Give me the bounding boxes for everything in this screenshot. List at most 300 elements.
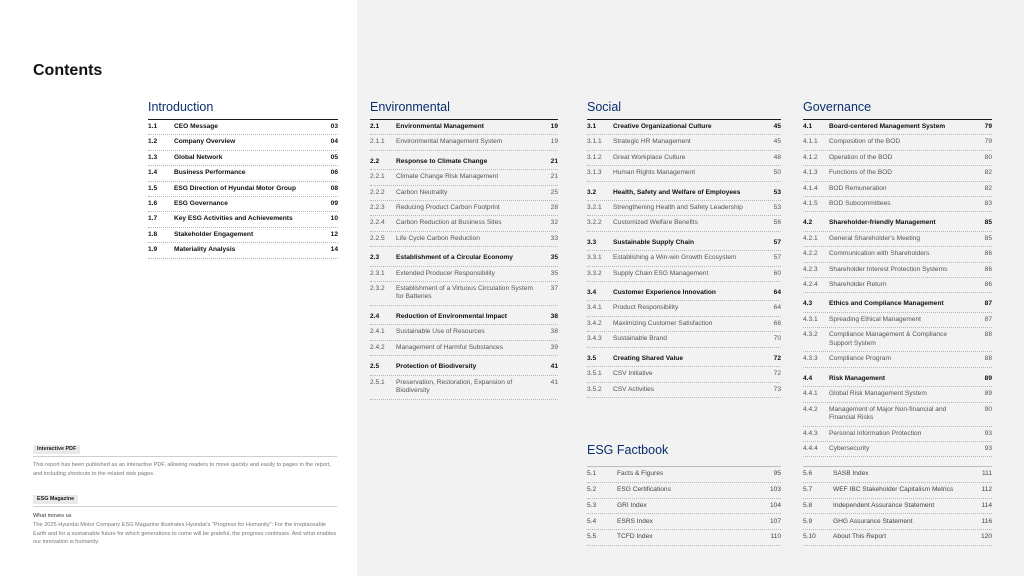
entry-title: Company Overview: [174, 138, 236, 146]
entry-title: ESRS Index: [617, 517, 653, 525]
toc-entry[interactable]: [803, 387, 992, 402]
entry-title: Shareholder Return: [829, 281, 887, 289]
toc-entry[interactable]: [370, 232, 558, 247]
entry-page: 79: [984, 123, 992, 130]
entry-title: Stakeholder Engagement: [174, 230, 254, 238]
toc-entry[interactable]: [803, 514, 992, 530]
entry-number: 4.2.4: [803, 281, 818, 289]
entry-title: Human Rights Management: [613, 169, 696, 177]
entry-page: 111: [981, 470, 992, 478]
entry-number: 3.3: [587, 238, 597, 246]
entry-title: Customer Experience Innovation: [613, 289, 716, 297]
entry-title: Shareholder-friendly Management: [829, 219, 936, 227]
entry-title: ESG Governance: [174, 200, 228, 208]
entry-title: Global Network: [174, 153, 223, 161]
interactive-pdf-note: [33, 437, 337, 478]
entry-page: 86: [984, 265, 992, 273]
entry-title: GRI Index: [617, 501, 647, 509]
entry-number: 4.1: [803, 123, 813, 130]
entry-title: Ethics and Compliance Management: [829, 300, 944, 308]
entry-title: Shareholder Interest Protection Systems: [829, 265, 948, 273]
entry-title: Facts & Figures: [617, 470, 664, 478]
toc-entry[interactable]: [803, 313, 992, 328]
toc-entry[interactable]: [803, 151, 992, 166]
entry-number: 3.3.2: [587, 269, 602, 277]
entry-number: 4.2: [803, 219, 813, 227]
toc-entry[interactable]: [370, 216, 558, 231]
entry-page: 48: [773, 153, 781, 161]
toc-entry[interactable]: [587, 267, 781, 282]
entry-title: Reducing Product Carbon Footprint: [396, 204, 500, 212]
toc-entry[interactable]: [803, 403, 992, 427]
entry-number: 2.2.2: [370, 188, 385, 196]
entry-title: Cybersecurity: [829, 444, 870, 452]
factbook-list-left: [587, 466, 781, 546]
entry-title: Creative Organizational Culture: [613, 123, 712, 130]
entry-number: 4.1.3: [803, 169, 818, 177]
entry-title: SASB Index: [833, 470, 869, 478]
entry-number: 3.5: [587, 354, 597, 362]
entry-page: 80: [984, 153, 992, 161]
entry-page: 14: [330, 246, 338, 254]
entry-title: Operation of the BOD: [829, 153, 893, 161]
entry-title: Compliance Management & Compliance Support System: [829, 331, 948, 347]
entry-title: Customized Welfare Benefits: [613, 219, 698, 227]
factbook-title: ESG Factbook: [587, 443, 669, 457]
entry-page: 103: [769, 485, 781, 493]
entry-number: 2.1: [370, 123, 380, 130]
toc-entry[interactable]: [587, 301, 781, 316]
entry-page: 33: [550, 234, 558, 242]
entry-page: 82: [984, 184, 992, 192]
entry-title: GHG Assurance Statement: [833, 517, 913, 525]
entry-number: 5.4: [587, 517, 597, 525]
entry-title: Health, Safety and Welfare of Employees: [613, 188, 741, 196]
entry-title: ESG Direction of Hyundai Motor Group: [174, 184, 296, 192]
entry-title: Sustainable Use of Resources: [396, 328, 485, 336]
entry-title: Maximizing Customer Satisfaction: [613, 319, 713, 327]
toc-entry[interactable]: [148, 182, 338, 197]
entry-page: 107: [769, 517, 781, 525]
toc-entry[interactable]: [587, 367, 781, 382]
toc-entry[interactable]: [803, 216, 992, 231]
entry-number: 2.4.2: [370, 343, 385, 351]
entry-title: General Shareholder's Meeting: [829, 234, 921, 242]
entry-title: CEO Message: [174, 123, 218, 130]
entry-number: 3.1.3: [587, 169, 602, 177]
entry-number: 4.3.3: [803, 355, 818, 363]
toc-entry[interactable]: [148, 197, 338, 212]
entry-number: 3.3.1: [587, 254, 602, 262]
entry-title: WEF IBC Stakeholder Capitalism Metrics: [833, 485, 954, 493]
entry-title: Supply Chain ESG Management: [613, 269, 709, 277]
toc-entry[interactable]: [587, 236, 781, 251]
section-title: Environmental: [370, 100, 450, 114]
entry-number: 5.6: [803, 470, 813, 478]
entry-page: 03: [330, 123, 338, 130]
entry-page: 64: [773, 304, 781, 312]
entry-title: Great Workplace Culture: [613, 153, 686, 161]
toc-entry[interactable]: [587, 286, 781, 301]
entry-title: Management of Major Non-financial and Financial Risks: [829, 405, 947, 421]
toc-entry[interactable]: [803, 197, 992, 212]
section-title: Social: [587, 100, 622, 114]
entry-page: 35: [550, 269, 558, 277]
toc-entry[interactable]: [370, 170, 558, 185]
entry-title: Creating Shared Value: [613, 354, 683, 362]
entry-number: 1.1: [148, 123, 158, 130]
entry-number: 3.2.1: [587, 204, 602, 212]
entry-title: Product Responsibility: [613, 304, 679, 312]
entry-title: Extended Producer Responsibility: [396, 269, 495, 277]
entry-page: 39: [550, 343, 558, 351]
toc-entry[interactable]: [370, 251, 558, 266]
entry-page: 85: [984, 234, 992, 242]
entry-page: 45: [773, 138, 781, 146]
entry-number: 1.6: [148, 200, 158, 208]
entry-title: Reduction of Environmental Impact: [396, 313, 508, 321]
entry-number: 1.9: [148, 246, 158, 254]
entry-title: Climate Change Risk Management: [396, 173, 499, 181]
entry-page: 05: [330, 153, 338, 161]
entry-number: 3.4.2: [587, 319, 602, 327]
entry-title: Establishing a Win-win Growth Ecosystem: [613, 254, 737, 262]
entry-number: 1.5: [148, 184, 158, 192]
entry-title: Sustainable Supply Chain: [613, 238, 694, 246]
entry-title: Environmental Management: [396, 123, 484, 130]
entry-title: BOD Subcommittees: [829, 200, 891, 208]
entry-number: 4.2.3: [803, 265, 818, 273]
entry-page: 21: [550, 157, 558, 165]
toc-entry[interactable]: [803, 499, 992, 515]
entry-title: TCFD Index: [617, 533, 653, 541]
toc-entry[interactable]: [370, 341, 558, 356]
section-title: Introduction: [148, 100, 214, 114]
entry-title: Establishment of a Circular Economy: [396, 254, 513, 262]
entry-number: 5.8: [803, 501, 813, 509]
entry-number: 2.5: [370, 363, 380, 371]
entry-page: 38: [550, 313, 558, 321]
entry-number: 3.2: [587, 188, 597, 196]
toc-entry[interactable]: [148, 228, 338, 243]
entry-page: 95: [773, 470, 781, 478]
toc-entry[interactable]: [587, 514, 781, 530]
entry-page: 04: [330, 138, 338, 146]
entry-title: Materiality Analysis: [174, 246, 236, 254]
entry-page: 09: [330, 200, 338, 208]
entry-page: 70: [773, 335, 781, 343]
entry-number: 4.1.4: [803, 184, 818, 192]
entry-number: 5.5: [587, 533, 597, 541]
toc-entry[interactable]: [803, 120, 992, 135]
entry-number: 5.2: [587, 485, 597, 493]
entry-number: 4.1.5: [803, 200, 818, 208]
toc-entry[interactable]: [803, 483, 992, 499]
entry-title: Establishment of a Virtuous Circulation System for Batteries: [396, 285, 533, 301]
entry-number: 2.4: [370, 313, 380, 321]
toc-entry[interactable]: [803, 427, 992, 442]
toc-entry[interactable]: [803, 352, 992, 367]
toc-entry[interactable]: [587, 483, 781, 499]
entry-title: Board-centered Management System: [829, 123, 946, 130]
entry-number: 5.3: [587, 501, 597, 509]
entry-page: 85: [984, 219, 992, 227]
entry-number: 1.8: [148, 230, 158, 238]
entry-number: 2.3.1: [370, 269, 385, 277]
toc-entry[interactable]: [587, 383, 781, 398]
entry-page: 86: [984, 250, 992, 258]
note-text: The 2025 Hyundai Motor Company ESG Magazine illustrates Hyundai's "Progress for Humanity": For the irreplaceable Earth and for a sustainable future for which generations to come will be grateful, the progress continues. And what enables our innovation is humanity.: [33, 522, 337, 546]
toc-entry[interactable]: [587, 151, 781, 166]
entry-number: 3.2.2: [587, 219, 602, 227]
toc-list: [148, 119, 338, 259]
entry-number: 3.4.3: [587, 335, 602, 343]
entry-number: 2.5.1: [370, 378, 385, 386]
entry-title: Compliance Program: [829, 355, 891, 363]
entry-number: 1.4: [148, 169, 158, 177]
entry-title: Global Risk Management System: [829, 390, 927, 398]
toc-entry[interactable]: [587, 201, 781, 216]
entry-number: 1.3: [148, 153, 158, 161]
toc-entry[interactable]: [148, 243, 338, 258]
entry-page: 08: [330, 184, 338, 192]
entry-number: 2.2: [370, 157, 380, 165]
entry-number: 5.10: [803, 533, 816, 541]
toc-entry[interactable]: [587, 499, 781, 515]
toc-entry[interactable]: [803, 247, 992, 262]
entry-page: 35: [550, 254, 558, 262]
toc-entry[interactable]: [587, 120, 781, 135]
entry-title: Spreading Ethical Management: [829, 315, 922, 323]
entry-number: 2.2.1: [370, 173, 385, 181]
entry-page: 57: [773, 238, 781, 246]
entry-number: 2.3.2: [370, 285, 385, 293]
entry-page: 32: [550, 219, 558, 227]
entry-page: 37: [550, 285, 558, 293]
toc-entry[interactable]: [803, 372, 992, 387]
entry-title: Carbon Reduction at Business Sites: [396, 219, 502, 227]
entry-page: 104: [769, 501, 781, 509]
factbook-list-right: [803, 466, 992, 546]
entry-number: 2.1.1: [370, 138, 385, 146]
entry-title: Protection of Biodiversity: [396, 363, 477, 371]
toc-entry[interactable]: [370, 186, 558, 201]
section-title: Governance: [803, 100, 872, 114]
entry-page: 41: [550, 363, 558, 371]
toc-entry[interactable]: [803, 182, 992, 197]
toc-entry[interactable]: [370, 267, 558, 282]
entry-number: 4.4.2: [803, 405, 818, 413]
toc-entry[interactable]: [803, 263, 992, 278]
toc-entry[interactable]: [803, 297, 992, 312]
page-title: Contents: [33, 62, 103, 79]
entry-title: Functions of the BOD: [829, 169, 893, 177]
entry-page: 89: [984, 374, 992, 382]
toc-entry[interactable]: [587, 467, 781, 483]
toc-entry[interactable]: [370, 376, 558, 400]
entry-page: 53: [773, 204, 781, 212]
entry-number: 3.1: [587, 123, 597, 130]
entry-page: 120: [980, 533, 992, 541]
toc-entry[interactable]: [803, 232, 992, 247]
entry-number: 2.2.4: [370, 219, 385, 227]
toc-entry[interactable]: [587, 352, 781, 367]
toc-entry[interactable]: [587, 251, 781, 266]
section-governance: [803, 99, 992, 457]
divider: [33, 456, 337, 457]
entry-number: 4.4: [803, 374, 813, 382]
toc-entry[interactable]: [803, 135, 992, 150]
entry-title: Risk Management: [829, 374, 886, 382]
toc-entry[interactable]: [803, 166, 992, 181]
entry-title: Business Performance: [174, 169, 246, 177]
entry-page: 72: [773, 370, 781, 378]
entry-number: 4.3.2: [803, 331, 818, 339]
entry-page: 25: [550, 188, 558, 196]
entry-page: 89: [984, 390, 992, 398]
entry-number: 4.2.2: [803, 250, 818, 258]
entry-number: 4.3.1: [803, 315, 818, 323]
entry-title: CSV Activities: [613, 385, 655, 393]
toc-entry[interactable]: [148, 166, 338, 181]
entry-number: 2.3: [370, 254, 380, 262]
toc-entry[interactable]: [587, 530, 781, 546]
toc-entry[interactable]: [370, 310, 558, 325]
toc-entry[interactable]: [370, 282, 558, 306]
entry-page: 87: [984, 300, 992, 308]
entry-number: 2.2.5: [370, 234, 385, 242]
section-social: [587, 99, 781, 398]
entry-number: 3.4: [587, 289, 597, 297]
toc-entry[interactable]: [148, 135, 338, 150]
entry-page: 10: [330, 215, 338, 223]
entry-page: 64: [773, 289, 781, 297]
entry-page: 79: [984, 138, 992, 146]
entry-number: 3.5.1: [587, 370, 602, 378]
note-subtitle: What moves us: [33, 513, 72, 519]
toc-entry[interactable]: [587, 216, 781, 231]
entry-page: 57: [773, 254, 781, 262]
entry-page: 114: [981, 501, 992, 509]
entry-page: 12: [330, 230, 338, 238]
entry-title: Key ESG Activities and Achievements: [174, 215, 293, 223]
section-introduction: [148, 99, 338, 259]
entry-page: 19: [550, 123, 558, 130]
entry-page: 21: [550, 173, 558, 181]
note-text: This report has been published as an interactive PDF, allowing readers to move quickly and easily to pages in the report, and including shortcuts to the related web pages.: [33, 462, 331, 477]
toc-entry[interactable]: [148, 120, 338, 135]
entry-title: Strategic HR Management: [613, 138, 691, 146]
toc-entry[interactable]: [370, 201, 558, 216]
entry-page: 45: [773, 123, 781, 130]
toc-entry[interactable]: [148, 212, 338, 227]
toc-entry[interactable]: [370, 155, 558, 170]
toc-entry[interactable]: [370, 360, 558, 375]
entry-number: 5.1: [587, 470, 597, 478]
note-label: ESG Magazine: [33, 495, 78, 504]
toc-entry[interactable]: [803, 328, 992, 352]
toc-entry[interactable]: [587, 186, 781, 201]
entry-number: 4.3: [803, 300, 813, 308]
entry-page: 87: [984, 315, 992, 323]
entry-page: 88: [984, 331, 992, 339]
entry-title: Independent Assurance Statement: [833, 501, 935, 509]
entry-page: 50: [773, 169, 781, 177]
toc-entry[interactable]: [587, 135, 781, 150]
entry-page: 73: [773, 385, 781, 393]
entry-title: BOD Remuneration: [829, 184, 887, 192]
toc-entry[interactable]: [370, 325, 558, 340]
entry-page: 53: [773, 188, 781, 196]
toc-entry[interactable]: [587, 166, 781, 181]
entry-page: 83: [984, 200, 992, 208]
entry-number: 5.9: [803, 517, 813, 525]
entry-title: Composition of the BOD: [829, 138, 901, 146]
entry-title: Communication with Shareholders: [829, 250, 930, 258]
entry-title: Strengthening Health and Safety Leadership: [613, 204, 743, 212]
entry-number: 3.4.1: [587, 304, 602, 312]
entry-page: 38: [550, 328, 558, 336]
entry-number: 4.2.1: [803, 234, 818, 242]
entry-page: 90: [984, 405, 992, 413]
entry-title: Environmental Management System: [396, 138, 503, 146]
entry-title: Preservation, Restoration, Expansion of Biodiversity: [396, 378, 513, 395]
entry-page: 110: [770, 533, 781, 541]
entry-number: 1.7: [148, 215, 158, 223]
entry-page: 112: [981, 485, 992, 493]
entry-page: 06: [330, 169, 338, 177]
toc-entry[interactable]: [370, 120, 558, 135]
toc-entry[interactable]: [587, 332, 781, 347]
entry-page: 116: [981, 517, 992, 525]
entry-number: 1.2: [148, 138, 158, 146]
entry-title: Sustainable Brand: [613, 335, 667, 343]
entry-page: 86: [984, 281, 992, 289]
note-label: Interactive PDF: [33, 445, 80, 454]
toc-entry[interactable]: [370, 135, 558, 150]
toc-entry[interactable]: [803, 442, 992, 457]
toc-entry[interactable]: [803, 467, 992, 483]
entry-title: Management of Harmful Substances: [396, 343, 504, 351]
toc-list: [370, 119, 558, 400]
entry-page: 93: [984, 444, 992, 452]
entry-number: 4.4.3: [803, 429, 818, 437]
toc-entry[interactable]: [803, 530, 992, 546]
entry-number: 2.2.3: [370, 204, 385, 212]
toc-entry[interactable]: [587, 317, 781, 332]
entry-page: 41: [550, 378, 558, 386]
entry-page: 88: [984, 355, 992, 363]
esg-magazine-note: [33, 487, 337, 547]
entry-number: 4.4.1: [803, 390, 818, 398]
entry-title: Carbon Neutrality: [396, 188, 448, 196]
entry-number: 3.5.2: [587, 385, 602, 393]
entry-number: 4.4.4: [803, 444, 818, 452]
entry-page: 60: [773, 269, 781, 277]
toc-list: [587, 119, 781, 398]
entry-title: Life Cycle Carbon Reduction: [396, 234, 480, 242]
entry-number: 5.7: [803, 485, 813, 493]
entry-title: Personal Information Protection: [829, 429, 922, 437]
entry-title: CSV Initiative: [613, 370, 653, 378]
section-environmental: [370, 99, 558, 400]
toc-entry[interactable]: [803, 278, 992, 293]
toc-list: [803, 119, 992, 457]
toc-entry[interactable]: [148, 151, 338, 166]
entry-page: 28: [550, 204, 558, 212]
entry-page: 68: [773, 319, 781, 327]
entry-title: ESG Certifications: [617, 485, 671, 493]
